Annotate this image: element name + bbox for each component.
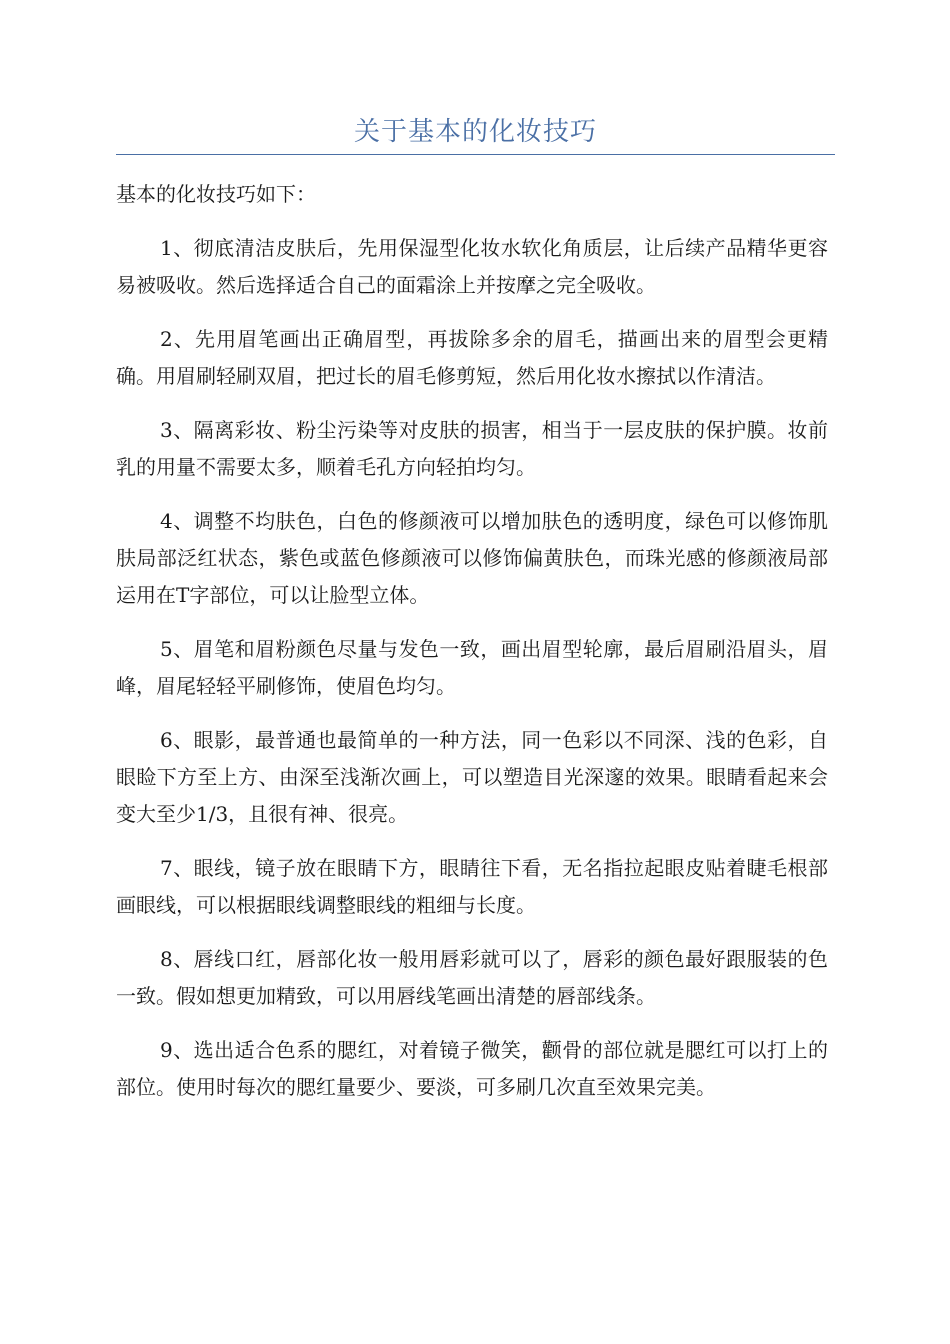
paragraph-7: 7、眼线，镜子放在眼睛下方，眼睛往下看，无名指拉起眼皮贴着睫毛根部画眼线，可以根据眼线调整眼线的粗细与长度。	[116, 856, 828, 917]
paragraph-6: 6、眼影，最普通也最简单的一种方法，同一色彩以不同深、浅的色彩，自眼睑下方至上方、由深至浅渐次画上，可以塑造目光深邃的效果。眼睛看起来会变大至少1/3，且很有神、很亮。	[116, 728, 828, 826]
paragraph-2: 2、先用眉笔画出正确眉型，再拔除多余的眉毛，描画出来的眉型会更精确。用眉刷轻刷双眉，把过长的眉毛修剪短，然后用化妆水擦拭以作清洁。	[116, 327, 828, 388]
paragraph-8: 8、唇线口红，唇部化妆一般用唇彩就可以了，唇彩的颜色最好跟服装的色一致。假如想更加精致，可以用唇线笔画出清楚的唇部线条。	[116, 947, 828, 1008]
document-title: 关于基本的化妆技巧	[353, 117, 597, 147]
title-underline	[116, 154, 835, 155]
document-body	[116, 176, 828, 1123]
paragraph-4: 4、调整不均肤色，白色的修颜液可以增加肤色的透明度，绿色可以修饰肌肤局部泛红状态，紫色或蓝色修颜液可以修饰偏黄肤色，而珠光感的修颜液局部运用在T字部位，可以让脸型立体。	[116, 509, 828, 607]
paragraph-9: 9、选出适合色系的腮红，对着镜子微笑，颧骨的部位就是腮红可以打上的部位。使用时每次的腮红量要少、要淡，可多刷几次直至效果完美。	[116, 1038, 828, 1099]
intro-text: 基本的化妆技巧如下：	[116, 182, 316, 206]
paragraph-3: 3、隔离彩妆、粉尘污染等对皮肤的损害，相当于一层皮肤的保护膜。妆前乳的用量不需要太多，顺着毛孔方向轻拍均匀。	[116, 418, 828, 479]
paragraph-1: 1、彻底清洁皮肤后，先用保湿型化妆水软化角质层，让后续产品精华更容易被吸收。然后选择适合自己的面霜涂上并按摩之完全吸收。	[116, 236, 828, 297]
paragraph-5: 5、眉笔和眉粉颜色尽量与发色一致，画出眉型轮廓，最后眉刷沿眉头，眉峰，眉尾轻轻平刷修饰，使眉色均匀。	[116, 637, 828, 698]
